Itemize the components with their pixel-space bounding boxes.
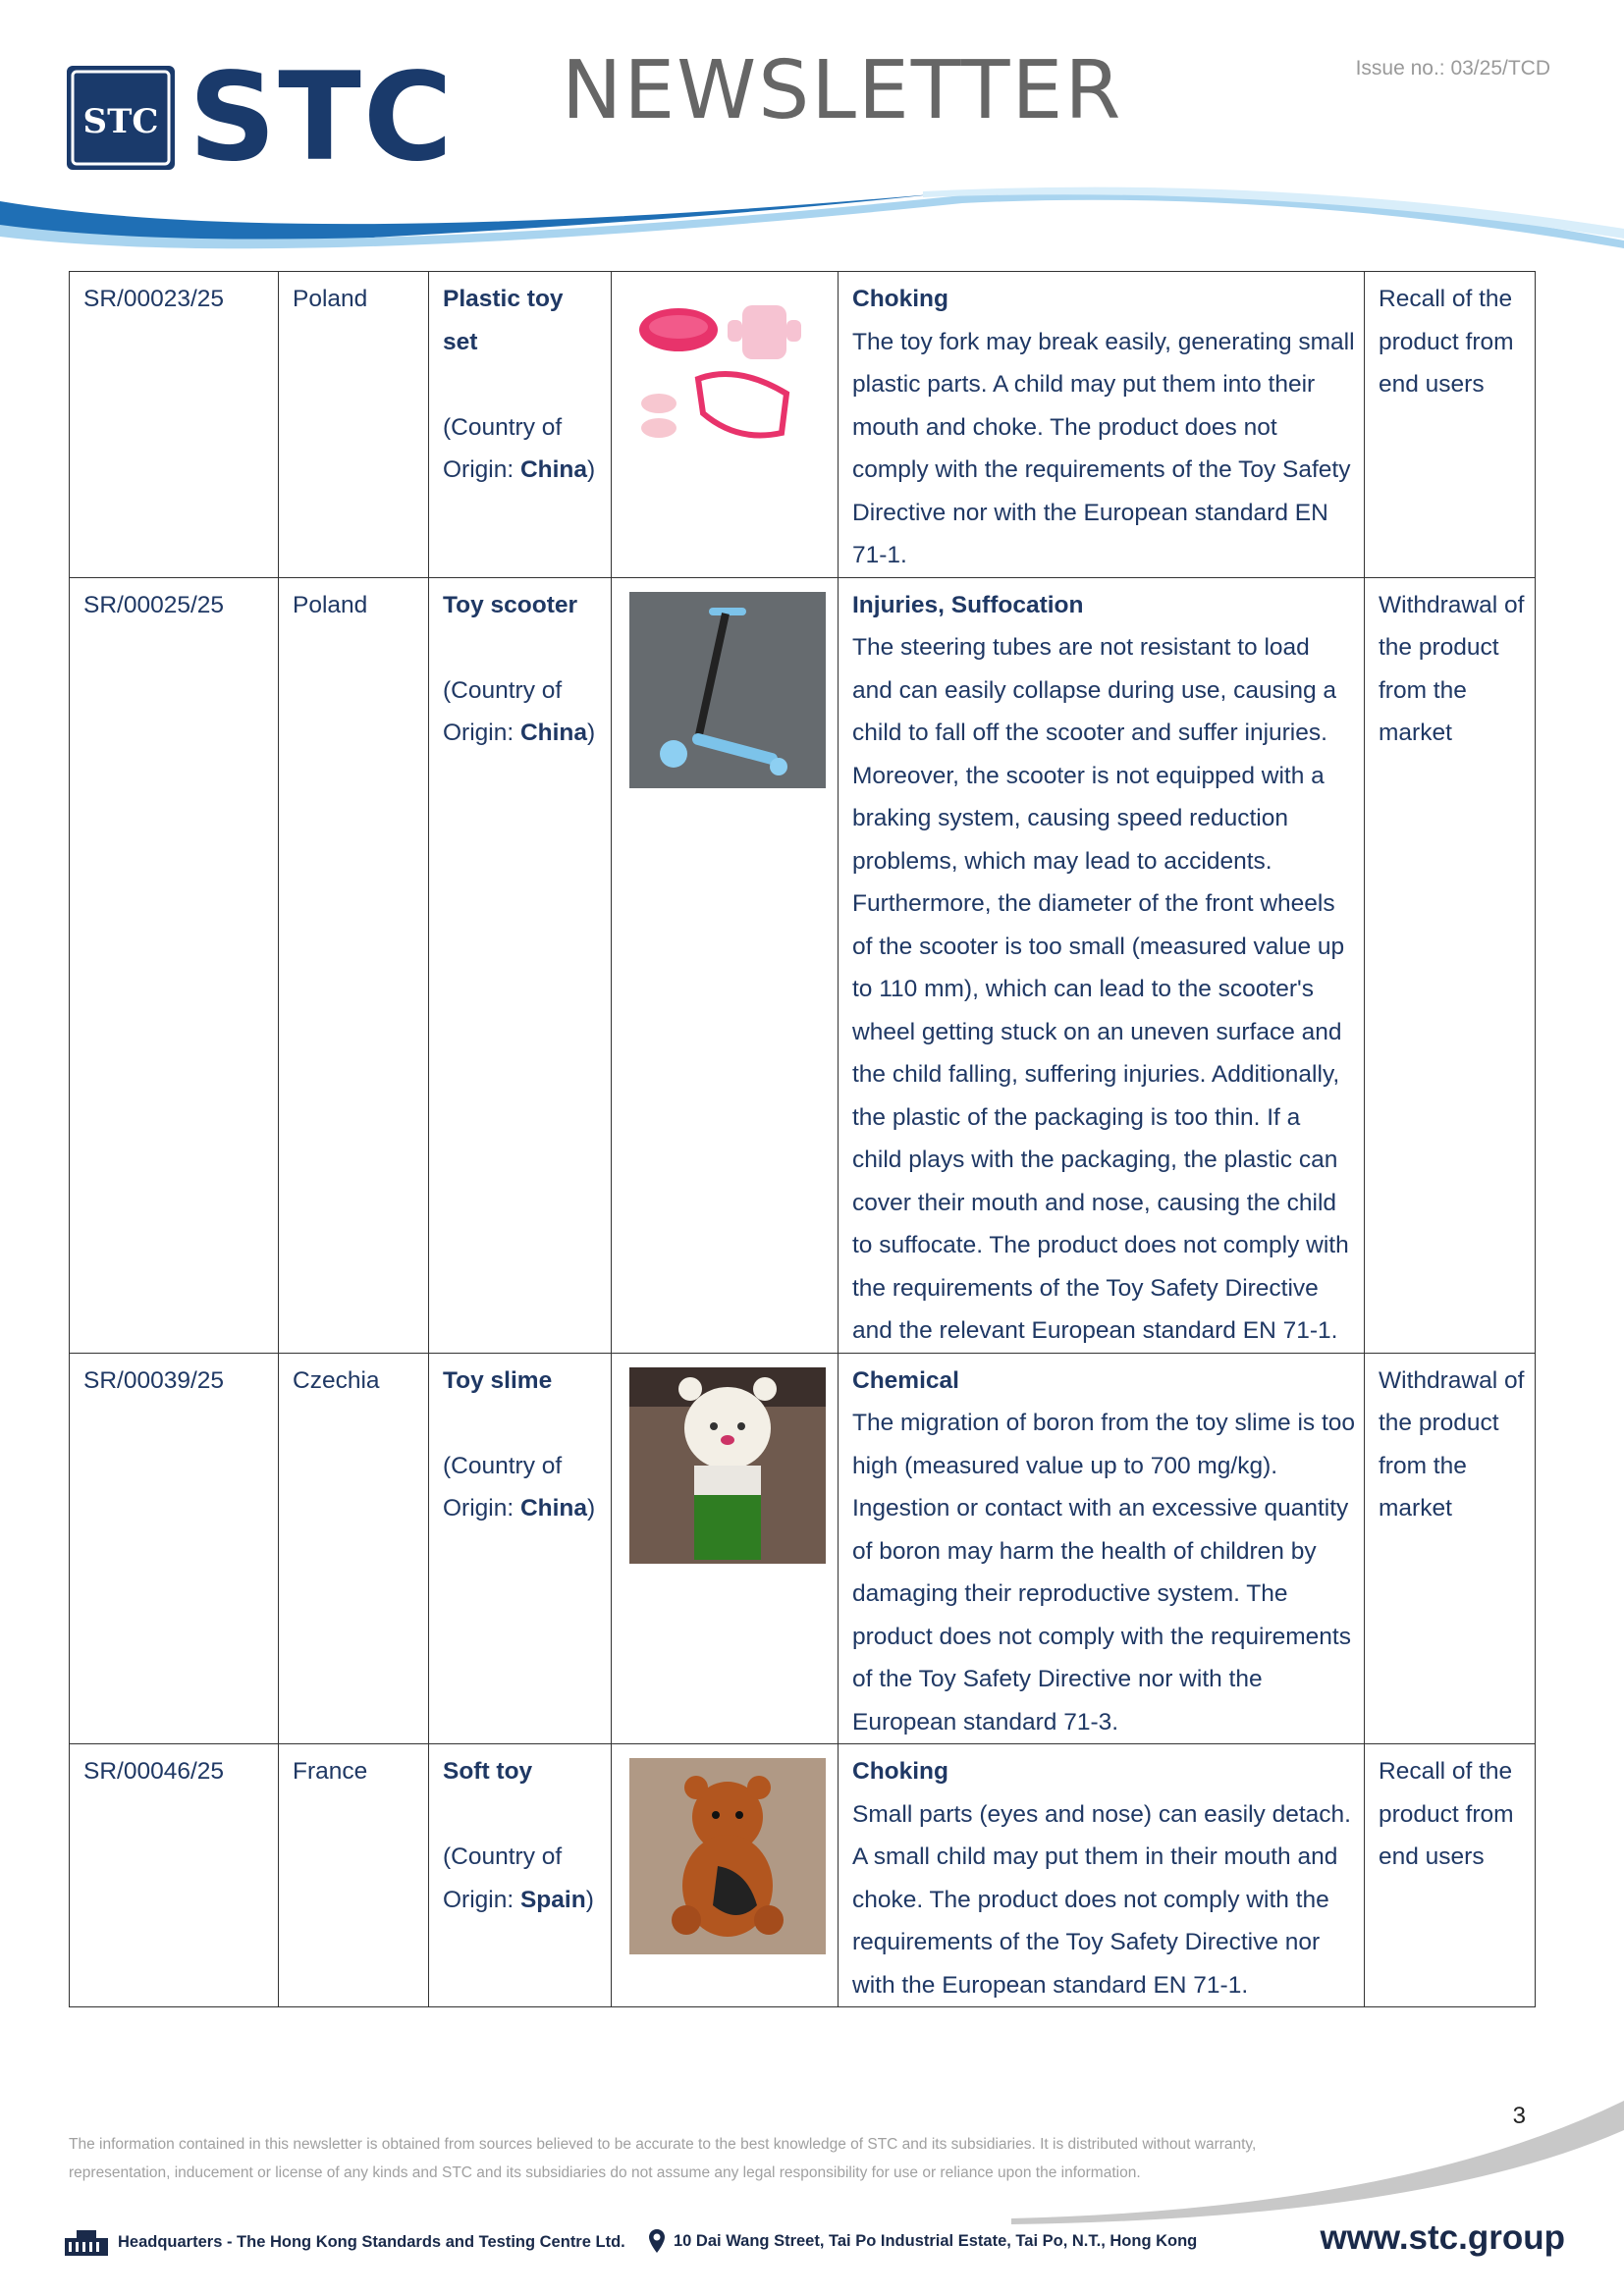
risk-cell <box>839 1744 1365 2007</box>
risk-cell <box>839 577 1365 1353</box>
notifying-country: Poland <box>279 272 429 578</box>
stc-logo-mark <box>67 66 175 170</box>
soft-toy-photo <box>629 1758 826 1954</box>
country-of-origin: (Country of Origin: China) <box>443 413 596 483</box>
risk-description: The migration of boron from the toy slime is too high (measured value up to 700 mg/kg). Ingestion or contact with an excessive quantity of boron may harm the health of children by damaging their reproductive system. The product does not comply with the requirements of the Toy Safety Directive nor with the European standard 71-3. <box>852 1410 1355 1735</box>
product-name: Plastic toy set <box>443 286 564 355</box>
product-name: Soft toy <box>443 1758 533 1785</box>
recall-row <box>70 577 1536 1353</box>
disclaimer: The information contained in this newsletter is obtained from sources believed to be accurate to the best knowledge of STC and its subsidiaries. It is distributed without warranty, representation, inducement or license of any kinds and STC and its subsidiaries do not assume any legal responsibility for use or reliance upon the information. <box>69 2136 1257 2181</box>
issue-number: Issue no.: 03/25/TCD <box>1355 57 1550 80</box>
notifying-country: France <box>279 1744 429 2007</box>
product-cell <box>429 272 612 578</box>
address-info <box>648 2228 1197 2254</box>
product-photo-cell <box>612 1353 839 1744</box>
product-cell <box>429 1353 612 1744</box>
plastic-toy-set-photo <box>629 286 826 482</box>
page-number: 3 <box>1512 2103 1526 2129</box>
country-of-origin: (Country of Origin: China) <box>443 676 596 746</box>
building-icon <box>63 2228 110 2256</box>
hq-text: Headquarters - The Hong Kong Standards and Testing Centre Ltd. <box>118 2232 625 2251</box>
risk-description: The toy fork may break easily, generating small plastic parts. A child may put them into their mouth and choke. The product does not comply with the requirements of the Toy Safety Directive nor with the European standard EN 71-1. <box>852 328 1355 568</box>
country-of-origin: (Country of Origin: China) <box>443 1452 596 1522</box>
risk-type: Injuries, Suffocation <box>852 591 1084 618</box>
product-name: Toy slime <box>443 1366 553 1394</box>
svg-text:STC: STC <box>82 102 159 141</box>
recall-row <box>70 1353 1536 1744</box>
newsletter-title: NEWSLETTER <box>562 44 1123 137</box>
product-photo-cell <box>612 577 839 1353</box>
risk-type: Choking <box>852 286 948 312</box>
location-pin-icon <box>648 2228 666 2254</box>
address-text: 10 Dai Wang Street, Tai Po Industrial Estate, Tai Po, N.T., Hong Kong <box>674 2231 1198 2250</box>
footer <box>63 2218 1565 2277</box>
recall-table <box>69 271 1536 2007</box>
reference-number: SR/00046/25 <box>70 1744 279 2007</box>
website-link[interactable]: www.stc.group <box>1320 2218 1565 2257</box>
risk-type: Chemical <box>852 1366 959 1394</box>
notifying-country: Poland <box>279 577 429 1353</box>
risk-description: The steering tubes are not resistant to load and can easily collapse during use, causing a child to fall off the scooter and suffer injuries. Moreover, the scooter is not equipped with a braking system, causing speed reduction problems, which may lead to accidents. Furthermore, the diameter of the front wheels of the scooter is too small (measured value up to 110 mm), which can lead to the scooter's wheel getting stuck on an uneven surface and the child falling, suffering injuries. Additionally, the plastic of the packaging is too thin. If a child plays with the packaging, the plastic can cover their mouth and nose, causing the child to suffocate. The product does not comply with the requirements of the Toy Safety Directive and the relevant European standard EN 71-1. <box>852 634 1349 1344</box>
reference-number: SR/00039/25 <box>70 1353 279 1744</box>
recall-row <box>70 272 1536 578</box>
hq-info <box>63 2228 625 2256</box>
header-swoosh <box>0 182 1624 260</box>
notifying-country: Czechia <box>279 1353 429 1744</box>
reference-number: SR/00025/25 <box>70 577 279 1353</box>
recall-row <box>70 1744 1536 2007</box>
measures-taken: Recall of the product from end users <box>1365 1744 1536 2007</box>
product-cell <box>429 577 612 1353</box>
reference-number: SR/00023/25 <box>70 272 279 578</box>
country-of-origin: (Country of Origin: Spain) <box>443 1843 594 1913</box>
product-name: Toy scooter <box>443 591 578 618</box>
product-cell <box>429 1744 612 2007</box>
product-photo-cell <box>612 1744 839 2007</box>
toy-scooter-photo <box>629 592 826 788</box>
risk-cell <box>839 1353 1365 1744</box>
risk-type: Choking <box>852 1758 948 1785</box>
risk-description: Small parts (eyes and nose) can easily detach. A small child may put them in their mouth and choke. The product does not comply with the requirements of the Toy Safety Directive nor with the European standard EN 71-1. <box>852 1800 1351 1999</box>
stc-logo <box>67 47 455 188</box>
product-photo-cell <box>612 272 839 578</box>
measures-taken: Withdrawal of the product from the market <box>1365 1353 1536 1744</box>
brand-name: STC <box>189 47 455 188</box>
measures-taken: Withdrawal of the product from the market <box>1365 577 1536 1353</box>
toy-slime-photo <box>629 1367 826 1564</box>
measures-taken: Recall of the product from end users <box>1365 272 1536 578</box>
risk-cell <box>839 272 1365 578</box>
